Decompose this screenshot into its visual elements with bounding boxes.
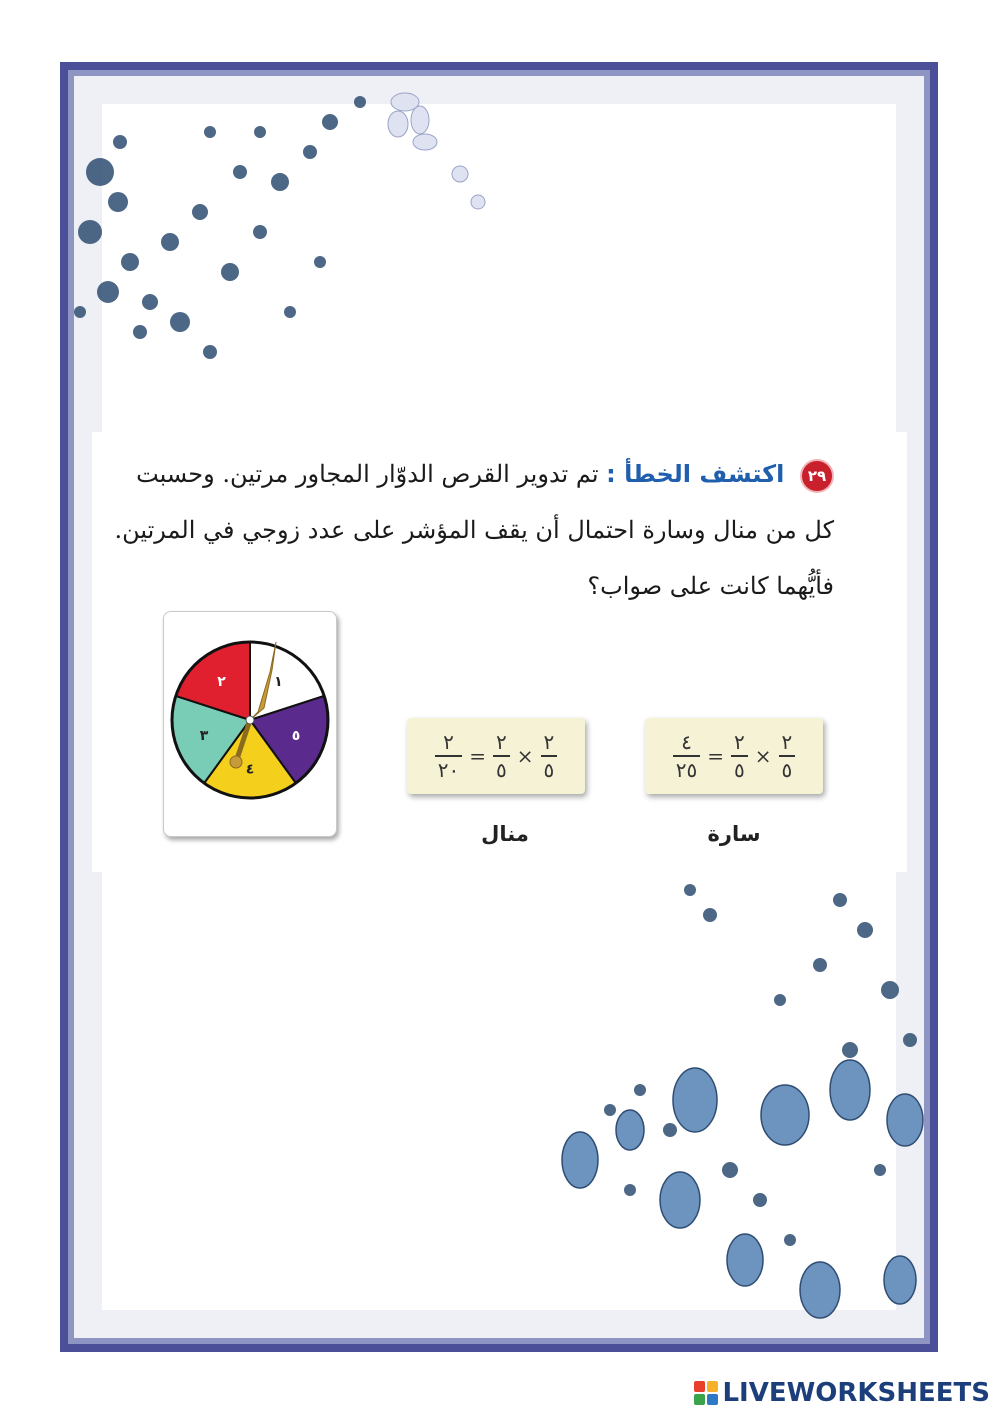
fraction [779,729,796,783]
equals-sign: = [469,744,486,768]
manal-name-label: منال [481,822,529,846]
denominator: ٥ [543,758,555,782]
denominator: ٥ [495,758,507,782]
denominator: ٥ [781,758,793,782]
spinner-pointer-end [230,756,242,768]
equals-sign: = [707,744,724,768]
spinner-hub [246,716,254,724]
spinner-image [163,611,337,837]
fraction [673,729,700,783]
manal-calculation [407,718,585,794]
spinner-section-label: ٥ [291,727,301,744]
numerator: ٤ [681,730,692,754]
denominator: ٢٥ [675,758,698,782]
spinner-section-label: ١ [274,673,283,690]
spinner-section-label: ٤ [245,761,255,778]
liveworksheets-logo-icon [694,1381,718,1405]
fraction [493,729,510,783]
times-sign: × [516,744,534,768]
fraction [435,729,462,783]
numerator: ٢ [733,730,745,754]
fraction [731,729,748,783]
fraction [541,729,558,783]
liveworksheets-logo[interactable] [694,1378,990,1408]
numerator: ٢ [781,730,793,754]
numerator: ٢ [443,730,454,754]
times-sign: × [754,744,772,768]
spinner-section-label: ٢ [217,673,226,690]
blossom-decoration-bottom [520,870,938,1340]
denominator: ٢٠ [437,758,460,782]
sara-name-label: سارة [707,822,761,846]
sara-calculation [645,718,823,794]
question-text: تم تدوير القرص الدوّار المجاور مرتين. وحسبت كل من منال وسارة احتمال أن يقف المؤشر على عدد زوجي في المرتين. فأيُّهما كانت على صواب؟ [114,460,834,600]
numerator: ٢ [495,730,507,754]
liveworksheets-brand-text: LIVEWORKSHEETS [722,1378,990,1408]
question-number-badge: ٢٩ [800,459,834,493]
question-label: اكتشف الخطأ : [606,460,785,488]
spinner-wheel [164,612,336,836]
numerator: ٢ [543,730,555,754]
denominator: ٥ [733,758,745,782]
question-text-block [104,446,834,614]
spinner-section-label: ٣ [199,727,209,744]
blossom-decoration-top [60,62,530,382]
